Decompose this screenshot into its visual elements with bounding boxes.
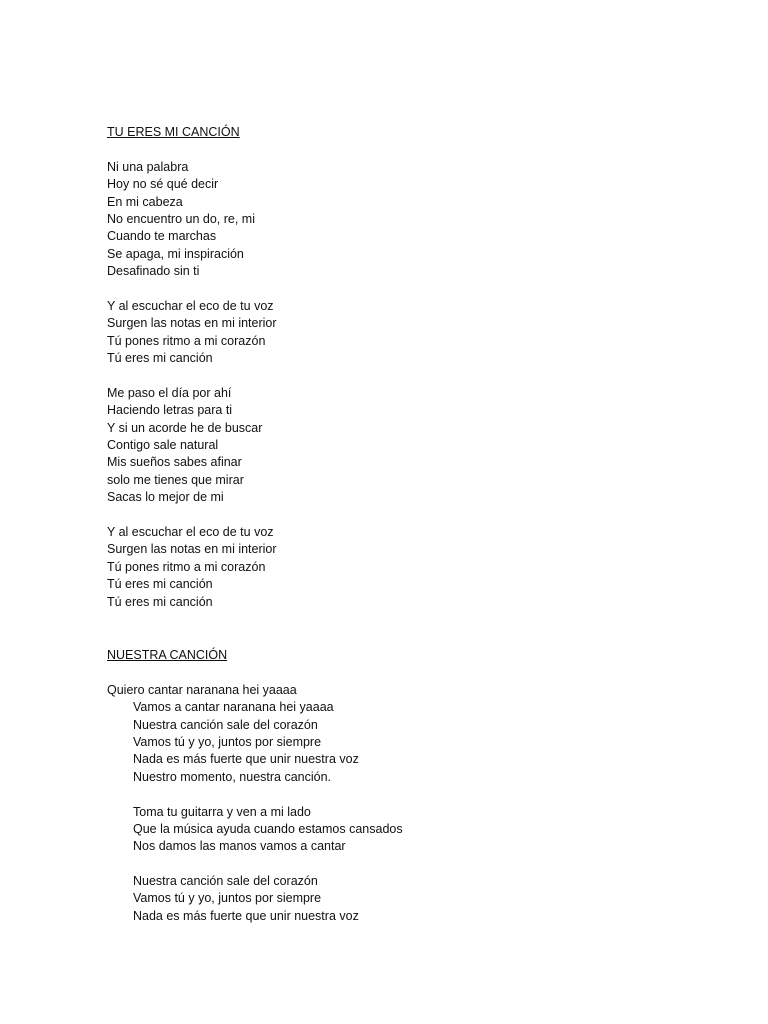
- stanza: [107, 159, 707, 281]
- stanza: [107, 682, 707, 786]
- lyric-line: Me paso el día por ahí: [107, 385, 232, 400]
- lyric-line: Cuando te marchas: [107, 229, 217, 244]
- lyric-line: Y si un acorde he de buscar: [107, 420, 263, 435]
- lyric-line: solo me tienes que mirar: [107, 472, 244, 487]
- lyric-line: Vamos tú y yo, juntos por siempre: [133, 891, 322, 906]
- lyric-line: Tú eres mi canción: [107, 594, 213, 609]
- lyric-line: Nuestra canción sale del corazón: [133, 874, 318, 889]
- stanza: [107, 804, 707, 856]
- lyric-line: Nos damos las manos vamos a cantar: [133, 839, 346, 854]
- lyric-line: Hoy no sé qué decir: [107, 177, 219, 192]
- lyric-line: Sacas lo mejor de mi: [107, 490, 224, 505]
- lyric-line: Y al escuchar el eco de tu voz: [107, 524, 274, 539]
- lyric-line: Se apaga, mi inspiración: [107, 246, 244, 261]
- lyric-line: Nuestro momento, nuestra canción.: [133, 769, 332, 784]
- lyric-line: Mis sueños sabes afinar: [107, 455, 242, 470]
- lyric-line: Que la música ayuda cuando estamos cansados: [133, 821, 403, 836]
- stanza: [107, 385, 707, 507]
- lyric-line: Desafinado sin ti: [107, 264, 200, 279]
- lyric-line: Surgen las notas en mi interior: [107, 316, 277, 331]
- lyric-line: Toma tu guitarra y ven a mi lado: [133, 804, 311, 819]
- lyric-line: Ni una palabra: [107, 159, 189, 174]
- lyric-line: En mi cabeza: [107, 194, 183, 209]
- lyric-line: Tú eres mi canción: [107, 577, 213, 592]
- lyric-line: Tú pones ritmo a mi corazón: [107, 559, 266, 574]
- lyric-line: Y al escuchar el eco de tu voz: [107, 298, 274, 313]
- stanza: [107, 298, 707, 368]
- lyric-line: Nada es más fuerte que unir nuestra voz: [133, 752, 359, 767]
- lyric-line: Contigo sale natural: [107, 438, 219, 453]
- song-nuestra-cancion: [107, 647, 707, 925]
- lyric-line: Tú eres mi canción: [107, 351, 213, 366]
- stanza: [107, 873, 707, 925]
- song-title: NUESTRA CANCIÓN: [107, 648, 228, 662]
- lyric-line: Nuestra canción sale del corazón: [133, 717, 318, 732]
- stanza: [107, 524, 707, 611]
- lyric-line: Tú pones ritmo a mi corazón: [107, 333, 266, 348]
- lyric-line: Haciendo letras para ti: [107, 403, 233, 418]
- lyric-line: No encuentro un do, re, mi: [107, 211, 255, 226]
- lyric-line: Quiero cantar naranana hei yaaaa: [107, 682, 297, 697]
- lyric-line: Vamos a cantar naranana hei yaaaa: [133, 700, 334, 715]
- lyric-line: Vamos tú y yo, juntos por siempre: [133, 734, 322, 749]
- song-tu-eres-mi-cancion: [107, 124, 707, 611]
- lyric-line: Surgen las notas en mi interior: [107, 542, 277, 557]
- lyric-line: Nada es más fuerte que unir nuestra voz: [133, 908, 359, 923]
- song-title: TU ERES MI CANCIÓN: [107, 125, 240, 139]
